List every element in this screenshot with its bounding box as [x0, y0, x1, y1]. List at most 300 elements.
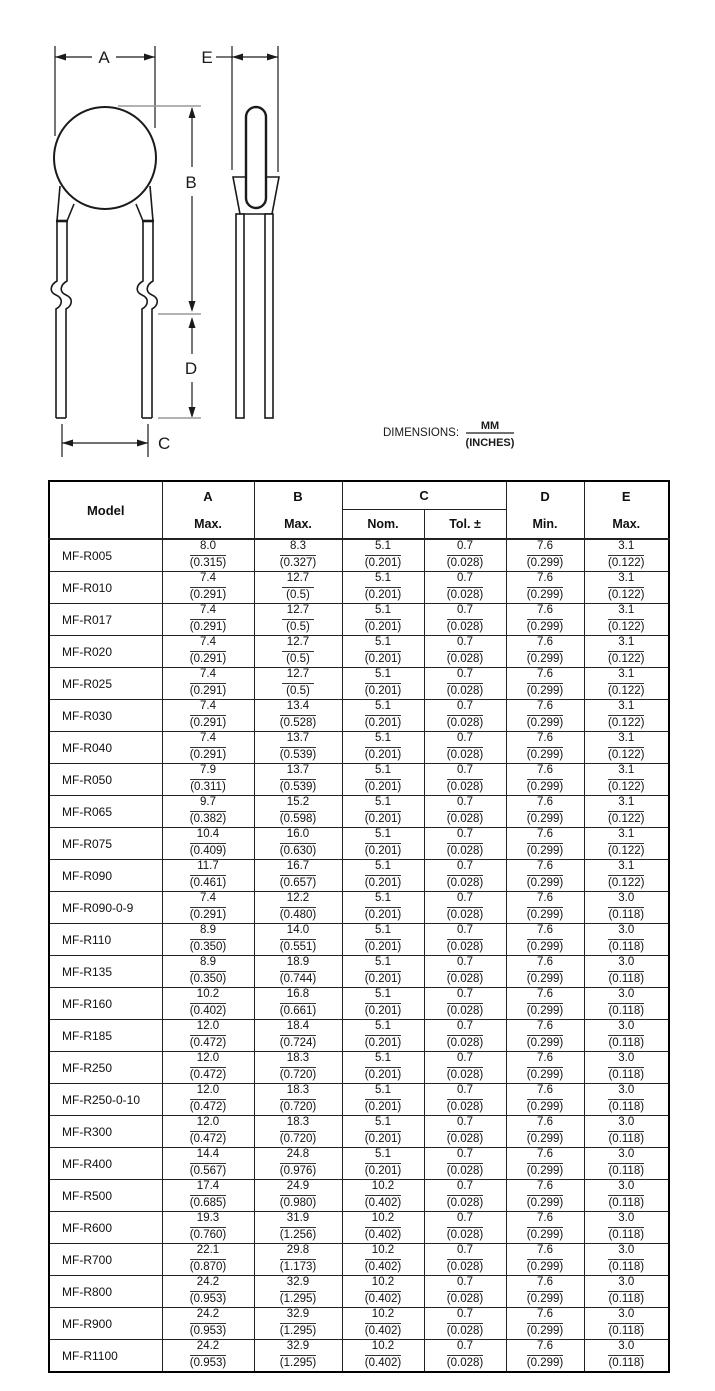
arrowhead — [189, 301, 196, 312]
mm-over-inches: $\frac{3.0}{(0.118)}$ — [608, 988, 645, 1017]
table-row — [49, 604, 669, 636]
cell-d — [506, 860, 584, 892]
dimensions-note-inches: (INCHES) — [465, 437, 515, 449]
dimensions-note-mm: MM — [480, 420, 500, 432]
cell-c-nom — [342, 1244, 424, 1276]
cell-c-tol — [424, 1276, 506, 1308]
cell-model: MF-R500 — [49, 1180, 162, 1212]
mm-over-inches: $\frac{7.4}{(0.291)}$ — [189, 636, 227, 665]
mm-over-inches: $\frac{7.6}{(0.299)}$ — [526, 700, 564, 729]
cell-c-nom — [342, 1116, 424, 1148]
mm-over-inches: $\frac{0.7}{(0.028)}$ — [446, 796, 484, 825]
mm-over-inches: $\frac{18.3}{(0.720)}$ — [279, 1052, 317, 1081]
mm-over-inches: $\frac{3.1}{(0.122)}$ — [608, 796, 645, 825]
mm-over-inches: $\frac{5.1}{(0.201)}$ — [364, 956, 402, 985]
mm-over-inches: $\frac{32.9}{(1.295)}$ — [279, 1276, 317, 1305]
cell-e — [584, 604, 669, 636]
header-col-c: C — [342, 481, 506, 510]
mm-over-inches: $\frac{3.0}{(0.118)}$ — [608, 1116, 645, 1145]
cell-d — [506, 1244, 584, 1276]
mm-over-inches: $\frac{7.6}{(0.299)}$ — [526, 1052, 564, 1081]
cell-c-tol — [424, 1084, 506, 1116]
cell-model: MF-R040 — [49, 732, 162, 764]
cell-c-nom — [342, 1212, 424, 1244]
mm-over-inches: $\frac{7.6}{(0.299)}$ — [526, 892, 564, 921]
mm-over-inches: $\frac{7.6}{(0.299)}$ — [526, 796, 564, 825]
mm-over-inches: $\frac{5.1}{(0.201)}$ — [364, 668, 402, 697]
mm-over-inches: $\frac{3.0}{(0.118)}$ — [608, 892, 645, 921]
mm-over-inches: $\frac{18.9}{(0.744)}$ — [279, 956, 317, 985]
table-row — [49, 1116, 669, 1148]
cell-a — [162, 1116, 254, 1148]
disc-edge-body — [246, 107, 266, 208]
cell-a — [162, 1308, 254, 1340]
mm-over-inches: $\frac{3.1}{(0.122)}$ — [608, 540, 645, 569]
header-col-e — [584, 481, 669, 539]
mm-over-inches: $\frac{0.7}{(0.028)}$ — [446, 1180, 484, 1209]
table-row — [49, 572, 669, 604]
mm-over-inches: $\frac{16.0}{(0.630)}$ — [279, 828, 317, 857]
mm-over-inches: $\frac{3.1}{(0.122)}$ — [608, 668, 645, 697]
mm-over-inches: $\frac{3.0}{(0.118)}$ — [608, 1084, 645, 1113]
mm-over-inches: $\frac{0.7}{(0.028)}$ — [446, 572, 484, 601]
cell-a — [162, 1340, 254, 1373]
mm-over-inches: $\frac{3.1}{(0.122)}$ — [608, 764, 645, 793]
cell-a — [162, 1084, 254, 1116]
dimension-label-d: D — [184, 359, 198, 378]
mm-over-inches: $\frac{16.7}{(0.657)}$ — [279, 860, 317, 889]
mm-over-inches: $\frac{24.2}{(0.953)}$ — [189, 1308, 227, 1337]
cell-a — [162, 1148, 254, 1180]
cell-e — [584, 892, 669, 924]
cell-c-tol — [424, 796, 506, 828]
cell-b — [254, 604, 342, 636]
table-row — [49, 764, 669, 796]
mm-over-inches: $\frac{10.2}{(0.402)}$ — [364, 1340, 402, 1369]
mm-over-inches: $\frac{5.1}{(0.201)}$ — [364, 764, 402, 793]
mm-over-inches: $\frac{12.2}{(0.480)}$ — [279, 892, 317, 921]
mm-over-inches: $\frac{0.7}{(0.028)}$ — [446, 1084, 484, 1113]
mm-over-inches: $\frac{7.6}{(0.299)}$ — [526, 1308, 564, 1337]
mm-over-inches: $\frac{8.9}{(0.350)}$ — [189, 956, 227, 985]
cell-b — [254, 956, 342, 988]
cell-b — [254, 764, 342, 796]
cell-model: MF-R1100 — [49, 1340, 162, 1373]
mm-over-inches: $\frac{3.0}{(0.118)}$ — [608, 1212, 645, 1241]
cell-d — [506, 764, 584, 796]
cell-c-tol — [424, 1212, 506, 1244]
cell-b — [254, 1020, 342, 1052]
header-col-a — [162, 481, 254, 539]
mm-over-inches: $\frac{7.4}{(0.291)}$ — [189, 732, 227, 761]
mm-over-inches: $\frac{0.7}{(0.028)}$ — [446, 1276, 484, 1305]
table-row — [49, 892, 669, 924]
mm-over-inches: $\frac{12.7}{(0.5)}$ — [282, 572, 314, 602]
cell-b — [254, 1180, 342, 1212]
dimension-label-b: B — [185, 173, 197, 192]
mm-over-inches: $\frac{32.9}{(1.295)}$ — [279, 1340, 317, 1369]
cell-c-nom — [342, 1084, 424, 1116]
cell-e — [584, 668, 669, 700]
cell-c-tol — [424, 668, 506, 700]
lead-taper — [150, 186, 153, 221]
mm-over-inches: $\frac{7.4}{(0.291)}$ — [189, 668, 227, 697]
mm-over-inches: $\frac{7.6}{(0.299)}$ — [526, 1212, 564, 1241]
header-model: Model — [49, 481, 162, 539]
mm-over-inches: $\frac{13.7}{(0.539)}$ — [279, 732, 317, 761]
mm-over-inches: $\frac{0.7}{(0.028)}$ — [446, 732, 484, 761]
table-row — [49, 1084, 669, 1116]
cell-a — [162, 924, 254, 956]
cell-d — [506, 539, 584, 572]
mm-over-inches: $\frac{7.6}{(0.299)}$ — [526, 732, 564, 761]
mm-over-inches: $\frac{16.8}{(0.661)}$ — [279, 988, 317, 1017]
mm-over-inches: $\frac{7.6}{(0.299)}$ — [526, 1340, 564, 1369]
cell-model: MF-R110 — [49, 924, 162, 956]
mm-over-inches: $\frac{10.2}{(0.402)}$ — [364, 1180, 402, 1209]
mm-over-inches: $\frac{7.6}{(0.299)}$ — [526, 572, 564, 601]
cell-model: MF-R050 — [49, 764, 162, 796]
table-row — [49, 539, 669, 572]
cell-b — [254, 1308, 342, 1340]
front-view — [51, 107, 157, 418]
mm-over-inches: $\frac{24.8}{(0.976)}$ — [279, 1148, 317, 1177]
cell-e — [584, 828, 669, 860]
cell-e — [584, 732, 669, 764]
mm-over-inches: $\frac{0.7}{(0.028)}$ — [446, 860, 484, 889]
right-lead-edge — [147, 222, 157, 418]
cell-c-nom — [342, 1308, 424, 1340]
cell-c-tol — [424, 1180, 506, 1212]
cell-b — [254, 668, 342, 700]
cell-c-nom — [342, 700, 424, 732]
cell-c-nom — [342, 1148, 424, 1180]
cell-b — [254, 924, 342, 956]
mm-over-inches: $\frac{5.1}{(0.201)}$ — [364, 892, 402, 921]
mm-over-inches: $\frac{10.2}{(0.402)}$ — [189, 988, 227, 1017]
cell-e — [584, 956, 669, 988]
mm-over-inches: $\frac{7.6}{(0.299)}$ — [526, 1084, 564, 1113]
cell-b — [254, 796, 342, 828]
cell-d — [506, 732, 584, 764]
cell-b — [254, 988, 342, 1020]
mm-over-inches: $\frac{10.2}{(0.402)}$ — [364, 1212, 402, 1241]
mm-over-inches: $\frac{12.7}{(0.5)}$ — [282, 668, 314, 698]
cell-a — [162, 668, 254, 700]
mm-over-inches: $\frac{7.4}{(0.291)}$ — [189, 572, 227, 601]
mm-over-inches: $\frac{0.7}{(0.028)}$ — [446, 1308, 484, 1337]
mm-over-inches: $\frac{7.6}{(0.299)}$ — [526, 1276, 564, 1305]
cell-c-tol — [424, 956, 506, 988]
mm-over-inches: $\frac{3.0}{(0.118)}$ — [608, 1244, 645, 1273]
mm-over-inches: $\frac{10.2}{(0.402)}$ — [364, 1244, 402, 1273]
cell-d — [506, 1340, 584, 1373]
cell-d — [506, 1148, 584, 1180]
cell-c-nom — [342, 988, 424, 1020]
mm-over-inches: $\frac{19.3}{(0.760)}$ — [189, 1212, 227, 1241]
table-row — [49, 700, 669, 732]
mm-over-inches: $\frac{7.6}{(0.299)}$ — [526, 540, 564, 569]
mm-over-inches: $\frac{12.0}{(0.472)}$ — [189, 1084, 227, 1113]
cell-b — [254, 892, 342, 924]
cell-a — [162, 539, 254, 572]
mm-over-inches: $\frac{5.1}{(0.201)}$ — [364, 924, 402, 953]
mm-over-inches: $\frac{7.6}{(0.299)}$ — [526, 1244, 564, 1273]
dimension-label-e: E — [201, 48, 213, 67]
cell-c-nom — [342, 636, 424, 668]
cell-c-tol — [424, 700, 506, 732]
cell-a — [162, 1276, 254, 1308]
cell-e — [584, 1084, 669, 1116]
cell-d — [506, 988, 584, 1020]
mm-over-inches: $\frac{7.6}{(0.299)}$ — [526, 1116, 564, 1145]
side-view — [233, 107, 279, 418]
mm-over-inches: $\frac{7.6}{(0.299)}$ — [526, 764, 564, 793]
mm-over-inches: $\frac{10.4}{(0.409)}$ — [189, 828, 227, 857]
cell-model: MF-R090-0-9 — [49, 892, 162, 924]
cell-c-tol — [424, 572, 506, 604]
dimension-label-a: A — [98, 48, 110, 67]
table-row — [49, 860, 669, 892]
cell-b — [254, 1212, 342, 1244]
table-row — [49, 1244, 669, 1276]
arrowhead — [189, 317, 196, 328]
mm-over-inches: $\frac{5.1}{(0.201)}$ — [364, 700, 402, 729]
table-row — [49, 1276, 669, 1308]
cell-b — [254, 860, 342, 892]
disc-body — [54, 107, 156, 209]
mm-over-inches: $\frac{3.1}{(0.122)}$ — [608, 828, 645, 857]
cell-b — [254, 700, 342, 732]
cell-c-tol — [424, 892, 506, 924]
mm-over-inches: $\frac{12.7}{(0.5)}$ — [282, 636, 314, 666]
cell-model: MF-R135 — [49, 956, 162, 988]
cell-d — [506, 1308, 584, 1340]
cell-c-nom — [342, 828, 424, 860]
mm-over-inches: $\frac{5.1}{(0.201)}$ — [364, 828, 402, 857]
cell-a — [162, 956, 254, 988]
mm-over-inches: $\frac{10.2}{(0.402)}$ — [364, 1308, 402, 1337]
cell-e — [584, 700, 669, 732]
cell-b — [254, 828, 342, 860]
cell-a — [162, 1020, 254, 1052]
mm-over-inches: $\frac{5.1}{(0.201)}$ — [364, 636, 402, 665]
mm-over-inches: $\frac{3.1}{(0.122)}$ — [608, 636, 645, 665]
mm-over-inches: $\frac{5.1}{(0.201)}$ — [364, 604, 402, 633]
cell-c-tol — [424, 1340, 506, 1373]
cell-a — [162, 796, 254, 828]
mm-over-inches: $\frac{3.0}{(0.118)}$ — [608, 924, 645, 953]
table-row — [49, 1308, 669, 1340]
cell-c-nom — [342, 860, 424, 892]
mm-over-inches: $\frac{14.4}{(0.567)}$ — [189, 1148, 227, 1177]
mm-over-inches: $\frac{7.6}{(0.299)}$ — [526, 956, 564, 985]
cell-d — [506, 1020, 584, 1052]
cell-e — [584, 1052, 669, 1084]
mm-over-inches: $\frac{13.4}{(0.528)}$ — [279, 700, 317, 729]
mm-over-inches: $\frac{18.3}{(0.720)}$ — [279, 1116, 317, 1145]
mm-over-inches: $\frac{5.1}{(0.201)}$ — [364, 860, 402, 889]
cell-c-nom — [342, 732, 424, 764]
mm-over-inches: $\frac{0.7}{(0.028)}$ — [446, 1244, 484, 1273]
cell-a — [162, 732, 254, 764]
cell-e — [584, 924, 669, 956]
cell-d — [506, 1212, 584, 1244]
mm-over-inches: $\frac{3.0}{(0.118)}$ — [608, 1308, 645, 1337]
cell-d — [506, 1084, 584, 1116]
mm-over-inches: $\frac{3.1}{(0.122)}$ — [608, 604, 645, 633]
cell-b — [254, 572, 342, 604]
cell-model: MF-R030 — [49, 700, 162, 732]
mm-over-inches: $\frac{0.7}{(0.028)}$ — [446, 540, 484, 569]
mm-over-inches: $\frac{12.7}{(0.5)}$ — [282, 604, 314, 634]
mm-over-inches: $\frac{7.6}{(0.299)}$ — [526, 988, 564, 1017]
mm-over-inches: $\frac{5.1}{(0.201)}$ — [364, 988, 402, 1017]
cell-b — [254, 636, 342, 668]
table-row — [49, 828, 669, 860]
mm-over-inches: $\frac{18.4}{(0.724)}$ — [279, 1020, 317, 1049]
cell-b — [254, 1116, 342, 1148]
cell-d — [506, 572, 584, 604]
table-row — [49, 636, 669, 668]
mm-over-inches: $\frac{31.9}{(1.256)}$ — [279, 1212, 317, 1241]
arrowhead — [55, 54, 66, 61]
side-lead — [265, 214, 273, 418]
mm-over-inches: $\frac{8.9}{(0.350)}$ — [189, 924, 227, 953]
mm-over-inches: $\frac{12.0}{(0.472)}$ — [189, 1116, 227, 1145]
mm-over-inches: $\frac{8.0}{(0.315)}$ — [189, 540, 227, 569]
cell-c-tol — [424, 1020, 506, 1052]
table-row — [49, 732, 669, 764]
cell-d — [506, 700, 584, 732]
mm-over-inches: $\frac{7.6}{(0.299)}$ — [526, 860, 564, 889]
mm-over-inches: $\frac{3.1}{(0.122)}$ — [608, 572, 645, 601]
cell-c-nom — [342, 796, 424, 828]
mm-over-inches: $\frac{5.1}{(0.201)}$ — [364, 796, 402, 825]
cell-a — [162, 1212, 254, 1244]
header-d-sub: Min. — [532, 517, 558, 532]
left-lead-edge — [61, 222, 71, 418]
mm-over-inches: $\frac{0.7}{(0.028)}$ — [446, 1340, 484, 1369]
header-a-sub: Max. — [194, 517, 222, 532]
cell-a — [162, 828, 254, 860]
cell-model: MF-R800 — [49, 1276, 162, 1308]
mm-over-inches: $\frac{5.1}{(0.201)}$ — [364, 1020, 402, 1049]
cell-c-tol — [424, 860, 506, 892]
cell-model: MF-R185 — [49, 1020, 162, 1052]
header-c-nom: Nom. — [342, 510, 424, 540]
cell-e — [584, 1340, 669, 1373]
header-b-label: B — [293, 488, 303, 504]
right-lead-edge — [137, 222, 147, 418]
cell-model: MF-R020 — [49, 636, 162, 668]
cell-d — [506, 636, 584, 668]
cell-e — [584, 1020, 669, 1052]
arrowhead — [232, 54, 243, 61]
cell-c-nom — [342, 764, 424, 796]
mm-over-inches: $\frac{5.1}{(0.201)}$ — [364, 1084, 402, 1113]
header-c-tol: Tol. ± — [424, 510, 506, 540]
cell-e — [584, 572, 669, 604]
cell-b — [254, 732, 342, 764]
cell-c-tol — [424, 1116, 506, 1148]
cell-c-tol — [424, 1148, 506, 1180]
mm-over-inches: $\frac{7.6}{(0.299)}$ — [526, 828, 564, 857]
cell-e — [584, 1180, 669, 1212]
mm-over-inches: $\frac{12.0}{(0.472)}$ — [189, 1052, 227, 1081]
table-row — [49, 668, 669, 700]
mm-over-inches: $\frac{13.7}{(0.539)}$ — [279, 764, 317, 793]
dimension-c — [62, 424, 170, 457]
header-d-label: D — [540, 488, 550, 504]
cell-c-tol — [424, 828, 506, 860]
mm-over-inches: $\frac{7.6}{(0.299)}$ — [526, 668, 564, 697]
cell-e — [584, 764, 669, 796]
cell-a — [162, 1052, 254, 1084]
cell-b — [254, 1244, 342, 1276]
mm-over-inches: $\frac{0.7}{(0.028)}$ — [446, 764, 484, 793]
mm-over-inches: $\frac{15.2}{(0.598)}$ — [279, 796, 317, 825]
mm-over-inches: $\frac{17.4}{(0.685)}$ — [189, 1180, 227, 1209]
mm-over-inches: $\frac{7.6}{(0.299)}$ — [526, 604, 564, 633]
table-row — [49, 1212, 669, 1244]
cell-c-tol — [424, 924, 506, 956]
mm-over-inches: $\frac{3.1}{(0.122)}$ — [608, 860, 645, 889]
table-row — [49, 988, 669, 1020]
table-row — [49, 1340, 669, 1373]
mm-over-inches: $\frac{5.1}{(0.201)}$ — [364, 540, 402, 569]
mm-over-inches: $\frac{0.7}{(0.028)}$ — [446, 1116, 484, 1145]
arrowhead — [189, 107, 196, 118]
cell-d — [506, 604, 584, 636]
mm-over-inches: $\frac{10.2}{(0.402)}$ — [364, 1276, 402, 1305]
mm-over-inches: $\frac{0.7}{(0.028)}$ — [446, 1212, 484, 1241]
mm-over-inches: $\frac{7.6}{(0.299)}$ — [526, 1148, 564, 1177]
cell-c-nom — [342, 1052, 424, 1084]
cell-c-tol — [424, 732, 506, 764]
cell-c-tol — [424, 1308, 506, 1340]
cell-b — [254, 1340, 342, 1373]
cell-c-tol — [424, 764, 506, 796]
cell-model: MF-R025 — [49, 668, 162, 700]
cell-a — [162, 604, 254, 636]
mm-over-inches: $\frac{24.2}{(0.953)}$ — [189, 1276, 227, 1305]
mm-over-inches: $\frac{0.7}{(0.028)}$ — [446, 828, 484, 857]
cell-e — [584, 1308, 669, 1340]
cell-model: MF-R065 — [49, 796, 162, 828]
mm-over-inches: $\frac{7.4}{(0.291)}$ — [189, 604, 227, 633]
left-lead-edge — [51, 222, 61, 418]
cell-c-nom — [342, 668, 424, 700]
cell-e — [584, 988, 669, 1020]
table-body — [49, 539, 669, 1372]
mm-over-inches: $\frac{5.1}{(0.201)}$ — [364, 1052, 402, 1081]
mm-over-inches: $\frac{8.3}{(0.327)}$ — [279, 540, 317, 569]
mm-over-inches: $\frac{3.0}{(0.118)}$ — [608, 1276, 645, 1305]
mm-over-inches: $\frac{0.7}{(0.028)}$ — [446, 700, 484, 729]
cell-model: MF-R400 — [49, 1148, 162, 1180]
arrowhead — [267, 54, 278, 61]
arrowhead — [189, 407, 196, 418]
cell-e — [584, 796, 669, 828]
cell-c-tol — [424, 1244, 506, 1276]
cell-model: MF-R250 — [49, 1052, 162, 1084]
mm-over-inches: $\frac{3.0}{(0.118)}$ — [608, 1340, 645, 1369]
header-b-sub: Max. — [284, 517, 312, 532]
cell-c-nom — [342, 572, 424, 604]
cell-model: MF-R005 — [49, 539, 162, 572]
table-row — [49, 1180, 669, 1212]
